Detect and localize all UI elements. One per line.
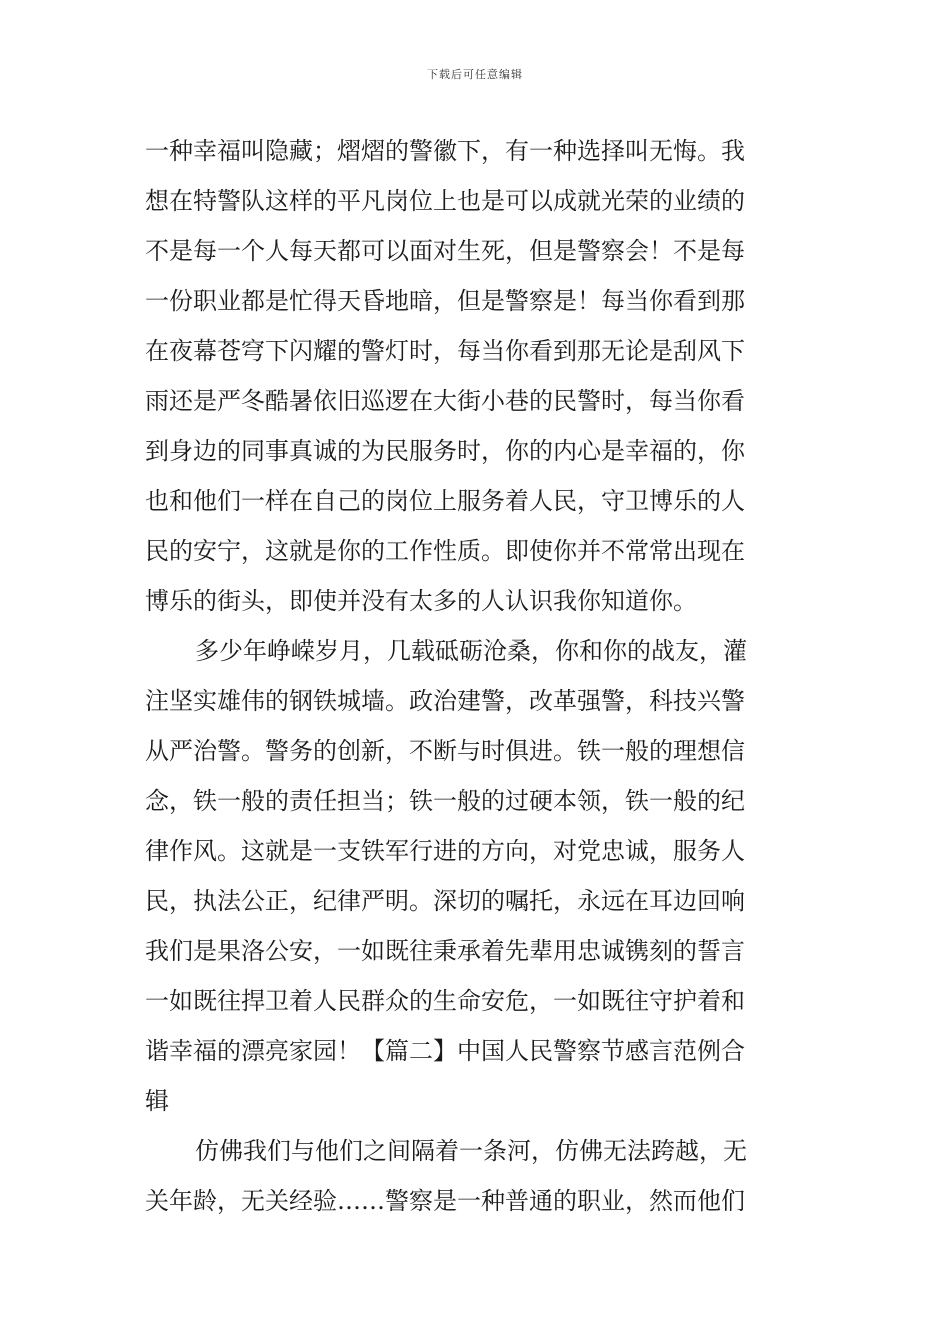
document-body [145,126,809,1226]
text-line: 不是每一个人每天都可以面对生死，但是警察会！不是每 [145,237,745,265]
text-line: 在夜幕苍穹下闪耀的警灯时，每当你看到那无论是刮风下 [145,337,745,365]
text-line: 一种幸福叫隐藏；熠熠的警徽下，有一种选择叫无悔。我 [145,137,745,165]
text-line: 雨还是严冬酷暑依旧巡逻在大街小巷的民警时，每当你看 [145,387,745,415]
text-line: 仿佛我们与他们之间隔着一条河，仿佛无法跨越，无 [195,1137,747,1165]
paragraph-2 [145,626,809,1126]
text-line: 多少年峥嵘岁月，几载砥砺沧桑，你和你的战友，灌 [195,637,747,665]
text-line: 辑 [145,1087,169,1115]
page-header: 下载后可任意编辑 [427,68,523,81]
text-line: 念，铁一般的责任担当；铁一般的过硬本领，铁一般的纪 [145,787,745,815]
text-line: 注坚实雄伟的钢铁城墙。政治建警，改革强警，科技兴警 [145,687,745,715]
text-line: 律作风。这就是一支铁军行进的方向，对党忠诚，服务人 [145,837,745,865]
text-line: 谐幸福的漂亮家园！【篇二】中国人民警察节感言范例合 [145,1037,745,1065]
text-line: 民的安宁，这就是你的工作性质。即使你并不常常出现在 [145,537,745,565]
text-line: 我们是果洛公安，一如既往秉承着先辈用忠诚镌刻的誓言 [145,937,745,965]
text-line: 博乐的街头，即使并没有太多的人认识我你知道你。 [145,587,697,615]
text-line: 民，执法公正，纪律严明。深切的嘱托，永远在耳边回响 [145,887,745,915]
text-line: 一如既往捍卫着人民群众的生命安危，一如既往守护着和 [145,987,745,1015]
text-line: 一份职业都是忙得天昏地暗，但是警察是！每当你看到那 [145,287,745,315]
text-line: 从严治警。警务的创新，不断与时俱进。铁一般的理想信 [145,737,745,765]
paragraph-3 [145,1126,809,1226]
paragraph-1 [145,126,809,626]
text-line: 关年龄，无关经验……警察是一种普通的职业，然而他们 [145,1187,745,1215]
text-line: 想在特警队这样的平凡岗位上也是可以成就光荣的业绩的 [145,187,745,215]
text-line: 到身边的同事真诚的为民服务时，你的内心是幸福的，你 [145,437,745,465]
text-line: 也和他们一样在自己的岗位上服务着人民，守卫博乐的人 [145,487,745,515]
